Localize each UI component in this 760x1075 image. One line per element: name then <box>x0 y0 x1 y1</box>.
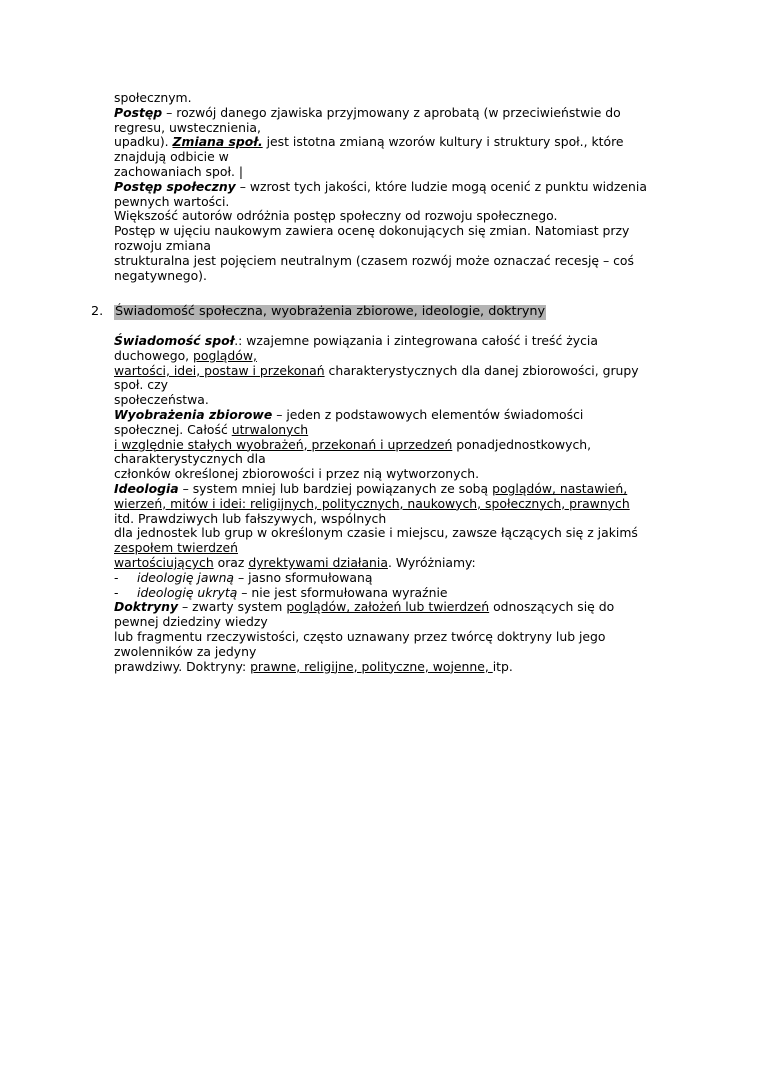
text-line: prawdziwy. Doktryny: prawne, religijne, polityczne, wojenne, itp. <box>114 658 513 674</box>
text-line: zachowaniach społ. | <box>114 163 244 179</box>
term-zmiana-spol: Zmiana społ. <box>172 134 263 150</box>
text-line: zespołem twierdzeń <box>114 540 238 556</box>
bullet-item: - ideologię jawną – jasno sformułowaną <box>114 569 373 585</box>
text-line: Postęp społeczny – wzrost tych jakości, które ludzie mogą ocenić z punktu widzenia <box>114 178 647 194</box>
text-line: duchowego, poglądów, <box>114 347 257 363</box>
bullet-dash: - <box>114 584 119 600</box>
text-line: Wyobrażenia zbiorowe – jeden z podstawowych elementów świadomości <box>114 406 584 422</box>
text-line: negatywnego). <box>114 267 207 283</box>
term-doktryny: Doktryny <box>114 599 179 615</box>
bullet-dash: - <box>114 569 119 585</box>
term-postep-spoleczny: Postęp społeczny <box>114 178 236 194</box>
text-line: Świadomość społ.: wzajemne powiązania i zintegrowana całość i treść życia <box>114 333 598 348</box>
text-line: lub fragmentu rzeczywistości, często uznawany przez twórcę doktryny lub jego <box>114 628 606 644</box>
text-line: społecznym. <box>114 90 192 105</box>
bullet-item: - ideologię ukrytą – nie jest sformułowana wyraźnie <box>114 584 448 600</box>
text-line: pewnej dziedziny wiedzy <box>114 614 268 630</box>
text-line: znajdują odbicie w <box>114 149 229 165</box>
text-line: charakterystycznych dla <box>114 451 266 467</box>
text-line: Doktryny – zwarty system poglądów, założeń lub twierdzeń odnoszących się do <box>114 599 615 615</box>
term-swiadomosc-spol: Świadomość społ <box>114 333 235 348</box>
text-line: Ideologia – system mniej lub bardziej powiązanych ze sobą poglądów, nastawień, <box>114 480 628 496</box>
text-line: wierzeń, mitów i idei: religijnych, politycznych, naukowych, społecznych, prawnych <box>114 495 630 511</box>
text-line: społeczeństwa. <box>114 392 209 408</box>
section-2-text <box>114 334 674 674</box>
term-postep: Postęp <box>114 104 163 120</box>
text-line: regresu, uwstecznienia, <box>114 119 261 135</box>
text-line: pewnych wartości. <box>114 193 230 209</box>
text-line: dla jednostek lub grup w określonym czasie i miejscu, zawsze łączących się z jakimś <box>114 525 638 541</box>
text-line: upadku). Zmiana społ. jest istotna zmianą wzorów kultury i struktury społ., które <box>114 134 624 150</box>
text-line: społecznej. Całość utrwalonych <box>114 421 309 437</box>
text-line: Postęp – rozwój danego zjawiska przyjmowany z aprobatą (w przeciwieństwie do <box>114 104 621 120</box>
text-line: strukturalna jest pojęciem neutralnym (czasem rozwój może oznaczać recesję – coś <box>114 252 634 268</box>
text-line: społ. czy <box>114 377 168 393</box>
text-line: wartości, idei, postaw i przekonań charakterystycznych dla danej zbiorowości, grupy <box>114 362 639 378</box>
text-line: członków określonej zbiorowości i przez nią wytworzonych. <box>114 466 480 482</box>
text-line: rozwoju zmiana <box>114 237 211 253</box>
text-line: zwolenników za jedyny <box>114 643 257 659</box>
section-1-text <box>114 91 674 283</box>
section-number: 2. <box>91 304 104 319</box>
term-ideologia: Ideologia <box>114 480 179 496</box>
text-line: Postęp w ujęciu naukowym zawiera ocenę dokonujących się zmian. Natomiast przy <box>114 223 630 239</box>
text-line: Większość autorów odróżnia postęp społeczny od rozwoju społecznego. <box>114 208 558 224</box>
term-wyobrazenia-zbiorowe: Wyobrażenia zbiorowe <box>114 406 273 422</box>
text-line: wartościujących oraz dyrektywami działania. Wyróżniamy: <box>114 554 476 570</box>
text-line: i względnie stałych wyobrażeń, przekonań i uprzedzeń ponadjednostkowych, <box>114 436 592 452</box>
text-line: itd. Prawdziwych lub fałszywych, wspólnych <box>114 510 387 526</box>
section-heading: Świadomość społeczna, wyobrażenia zbiorowe, ideologie, doktryny <box>115 304 546 319</box>
